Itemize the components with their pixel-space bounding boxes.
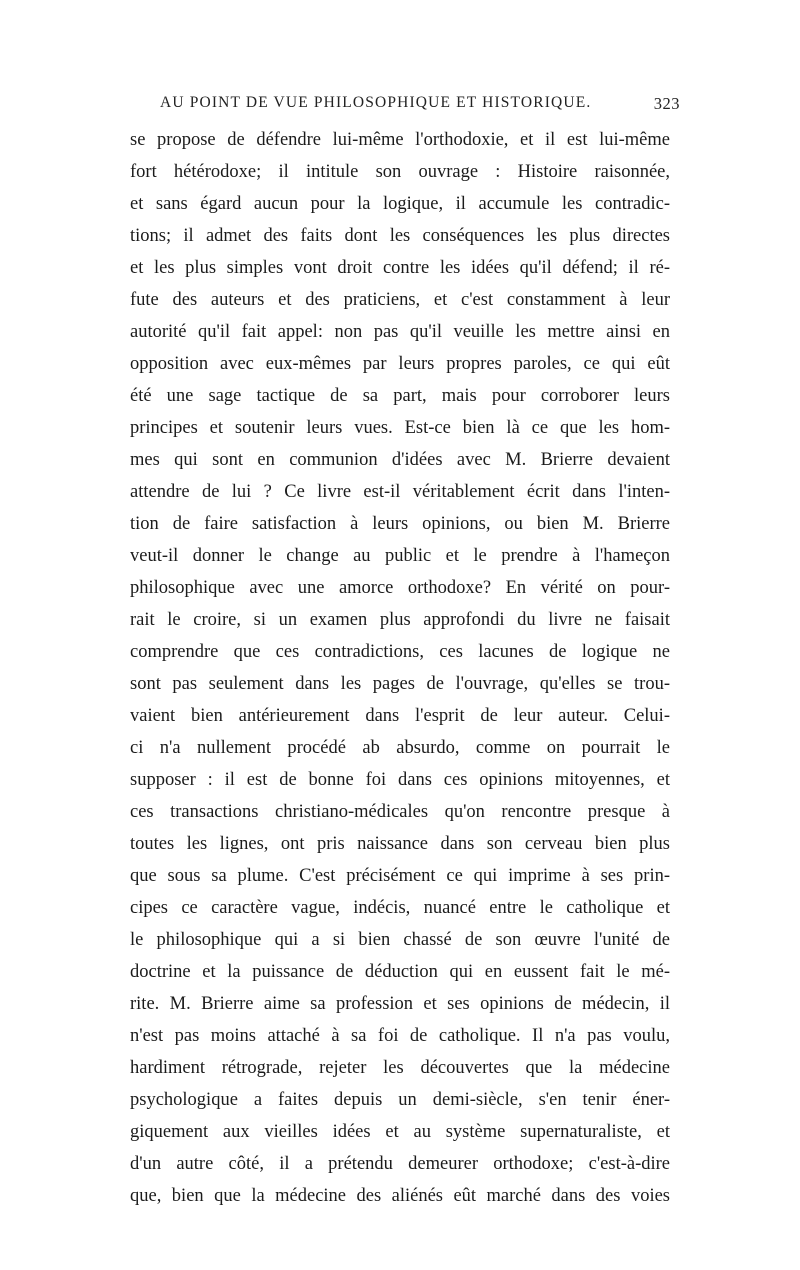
text-line-5: et les plus simples vont droit contre les idées qu'il défend; il ré- [130,258,670,278]
page-number: 323 [653,94,680,113]
text-line-18: sont pas seulement dans les pages de l'ouvrage, qu'elles se trou- [130,674,670,694]
text-line-7: autorité qu'il fait appel: non pas qu'il veuille les mettre ainsi en [130,322,670,342]
text-line-31: psychologique a faites depuis un demi-siècle, s'en tenir éner- [130,1090,670,1110]
text-line-26: le philosophique qui a si bien chassé de son œuvre l'unité de [130,930,670,950]
text-line-32: giquement aux vieilles idées et au système supernaturaliste, et [130,1122,670,1142]
text-line-22: ces transactions christiano-médicales qu'on rencontre presque à [130,802,670,822]
text-line-24: que sous sa plume. C'est précisément ce qui imprime à ses prin- [130,866,670,886]
text-line-28: rite. M. Brierre aime sa profession et ses opinions de médecin, il [130,994,670,1014]
body-text [130,124,670,1212]
text-line-19: vaient bien antérieurement dans l'esprit de leur auteur. Celui- [130,706,670,726]
text-line-34: que, bien que la médecine des aliénés eût marché dans des voies [130,1186,670,1206]
text-line-21: supposer : il est de bonne foi dans ces opinions mitoyennes, et [130,770,670,790]
text-line-10: principes et soutenir leurs vues. Est-ce bien là ce que les hom- [130,418,670,438]
running-title: AU POINT DE VUE PHILOSOPHIQUE ET HISTORIQUE. [160,94,592,111]
text-line-23: toutes les lignes, ont pris naissance dans son cerveau bien plus [130,834,670,854]
text-line-17: comprendre que ces contradictions, ces lacunes de logique ne [130,642,670,662]
text-line-33: d'un autre côté, il a prétendu demeurer orthodoxe; c'est-à-dire [130,1154,670,1174]
text-line-16: rait le croire, si un examen plus approfondi du livre ne faisait [130,610,670,630]
text-line-4: tions; il admet des faits dont les conséquences les plus directes [130,226,670,246]
text-line-3: et sans égard aucun pour la logique, il accumule les contradic- [130,194,670,214]
text-line-9: été une sage tactique de sa part, mais pour corroborer leurs [130,386,670,406]
text-line-30: hardiment rétrograde, rejeter les découvertes que la médecine [130,1058,670,1078]
text-line-29: n'est pas moins attaché à sa foi de catholique. Il n'a pas voulu, [130,1026,670,1046]
text-line-8: opposition avec eux-mêmes par leurs propres paroles, ce qui eût [130,354,670,374]
text-line-1: se propose de défendre lui-même l'orthodoxie, et il est lui-même [130,130,670,150]
text-line-11: mes qui sont en communion d'idées avec M. Brierre devaient [130,450,670,470]
text-line-15: philosophique avec une amorce orthodoxe? En vérité on pour- [130,578,670,598]
text-line-13: tion de faire satisfaction à leurs opinions, ou bien M. Brierre [130,514,670,534]
text-line-25: cipes ce caractère vague, indécis, nuancé entre le catholique et [130,898,670,918]
running-header [160,94,680,118]
text-line-27: doctrine et la puissance de déduction qui en eussent fait le mé- [130,962,670,982]
text-line-2: fort hétérodoxe; il intitule son ouvrage : Histoire raisonnée, [130,162,670,182]
text-line-12: attendre de lui ? Ce livre est-il véritablement écrit dans l'inten- [130,482,670,502]
text-line-14: veut-il donner le change au public et le prendre à l'hameçon [130,546,670,566]
text-line-20: ci n'a nullement procédé ab absurdo, comme on pourrait le [130,738,670,758]
text-line-6: fute des auteurs et des praticiens, et c'est constamment à leur [130,290,670,310]
